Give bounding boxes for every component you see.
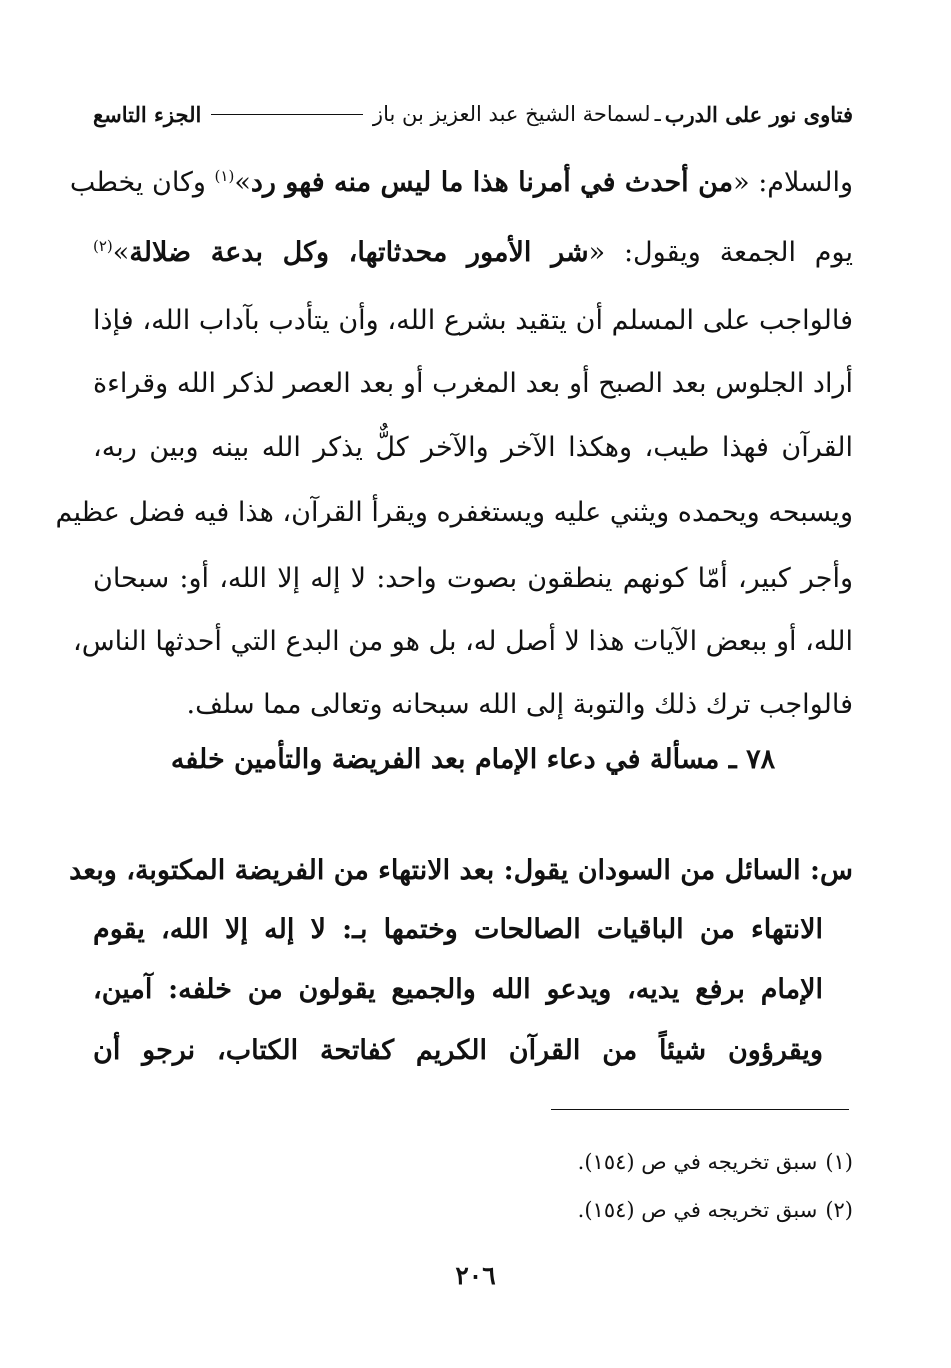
body-line-8: الله، أو ببعض الآيات هذا لا أصل له، بل هو من البدع التي أحدثها الناس، <box>72 626 853 657</box>
body-line-4: أراد الجلوس بعد الصبح أو بعد المغرب أو بعد العصر لذكر الله وقراءة <box>93 368 853 399</box>
footnote-marker: (٢) <box>825 1198 853 1222</box>
section-heading: ٧٨ ـ مسألة في دعاء الإمام بعد الفريضة والتأمين خلفه <box>170 744 776 775</box>
footnote-1 <box>353 1145 853 1179</box>
hadith-quote-2: شر الأمور محدثاتها، وكل بدعة ضلالة <box>129 237 589 268</box>
question-line-3: الإمام برفع يديه، ويدعو الله والجميع يقولون من خلفه: آمين، <box>93 974 823 1005</box>
footnote-ref-1[interactable]: (١) <box>214 167 235 185</box>
running-header <box>93 96 853 132</box>
body-line-5: القرآن فهذا طيب، وهكذا الآخر والآخر كلٌّ يذكر الله بينه وبين ربه، <box>93 432 853 463</box>
volume-part: الجزء التاسع <box>93 101 202 127</box>
footnote-marker: (١) <box>825 1150 853 1174</box>
header-dash: ـ <box>654 102 661 126</box>
body-line-2: يوم الجمعة ويقول: «شر الأمور محدثاتها، وكل بدعة ضلالة»$^{(٢)}$ <box>93 237 853 268</box>
body-line-3: فالواجب على المسلم أن يتقيد بشرع الله، وأن يتأدب بآداب الله، فإذا <box>93 305 853 336</box>
hadith-quote-1: من أحدث في أمرنا هذا ما ليس منه فهو رد <box>250 167 734 198</box>
book-title: فتاوى نور على الدرب <box>664 101 853 127</box>
question-line-4: ويقرؤون شيئاً من القرآن الكريم كفاتحة الكتاب، نرجو أن <box>93 1035 823 1066</box>
page-number: ٢٠٦ <box>455 1261 496 1290</box>
footnote-2 <box>353 1193 853 1227</box>
footnote-text: سبق تخريجه في ص (١٥٤). <box>577 1198 818 1222</box>
body-line-6: ويسبحه ويحمده ويثني عليه ويستغفره ويقرأ القرآن، هذا فيه فضل عظيم <box>55 497 853 528</box>
header-rule <box>211 114 363 115</box>
body-line-9: فالواجب ترك ذلك والتوبة إلى الله سبحانه وتعالى مما سلف. <box>186 689 853 720</box>
footnote-text: سبق تخريجه في ص (١٥٤). <box>577 1150 818 1174</box>
question-line-1: س: السائل من السودان يقول: بعد الانتهاء من الفريضة المكتوبة، وبعد <box>69 855 853 886</box>
body-line-7: وأجر كبير، أمّا كونهم ينطقون بصوت واحد: لا إله إلا الله، أو: سبحان <box>93 563 853 594</box>
question-line-2: الانتهاء من الباقيات الصالحات وختمها بـ: لا إله إلا الله، يقوم <box>93 914 823 945</box>
author-name: لسماحة الشيخ عبد العزيز بن باز <box>372 102 651 126</box>
footnote-separator <box>551 1109 849 1110</box>
body-line-1: والسلام: «من أحدث في أمرنا هذا ما ليس منه فهو رد»$^{(١)}$ وكان يخطب <box>69 167 853 198</box>
footnote-ref-2[interactable]: (٢) <box>93 237 113 255</box>
